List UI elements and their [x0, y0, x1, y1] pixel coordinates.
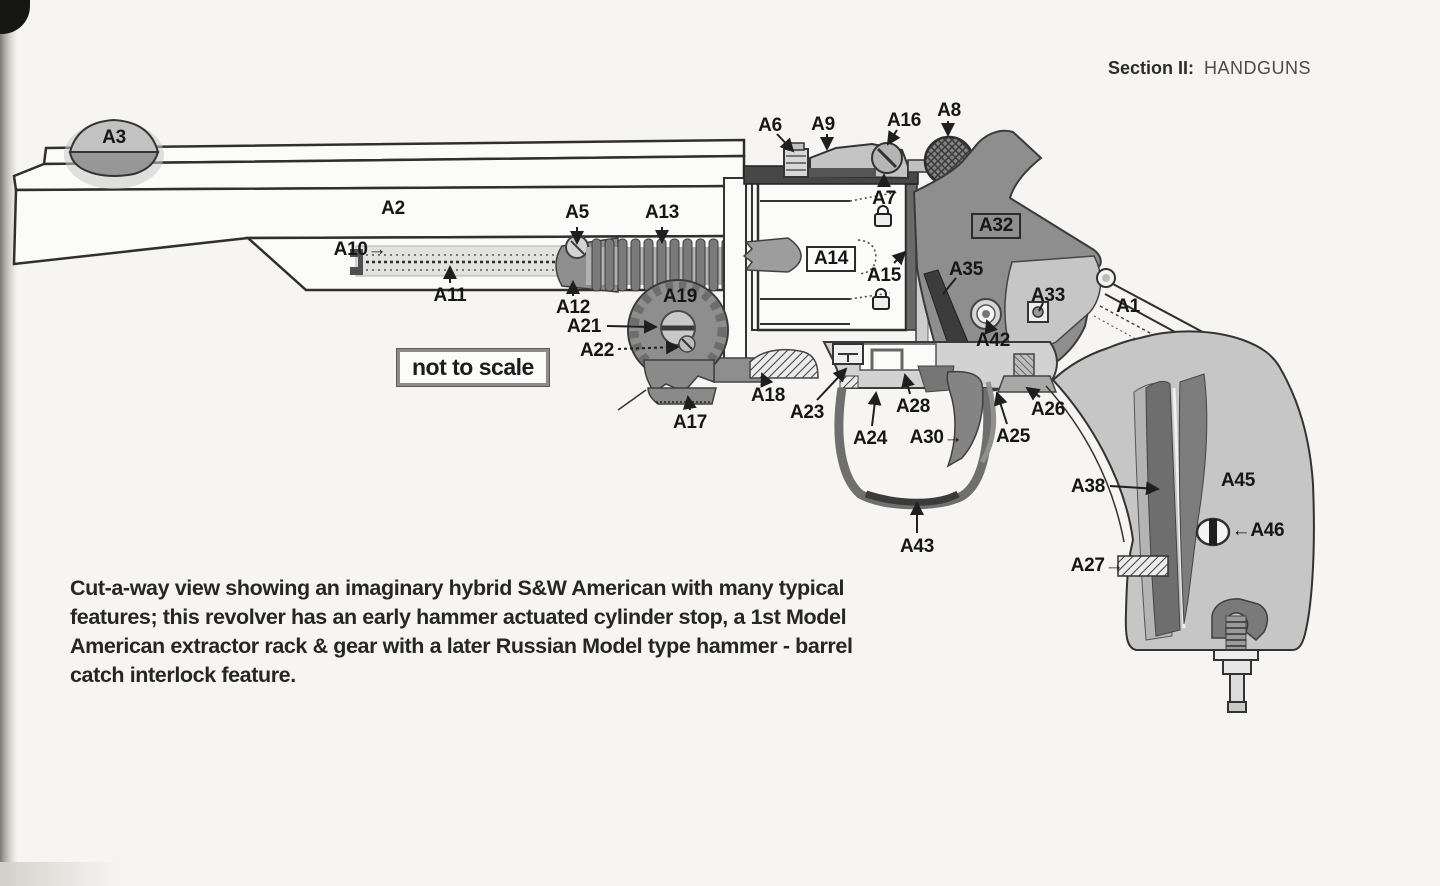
- part-label-a13: A13: [645, 202, 679, 223]
- caption-line: catch interlock feature.: [70, 663, 296, 687]
- cartridge: [744, 238, 801, 272]
- lanyard-swivel: [1214, 650, 1258, 712]
- part-label-a27: A27→: [1070, 555, 1124, 576]
- flat-spring: [750, 350, 818, 378]
- scale-note: not to scale: [397, 349, 549, 386]
- part-label-a46: ←A46: [1231, 520, 1285, 541]
- cylinder-stop: [618, 360, 716, 410]
- part-label-a12: A12: [556, 297, 590, 318]
- part-label-a43: A43: [900, 536, 934, 557]
- part-label-a10: A10→: [333, 239, 387, 260]
- part-label-a8: A8: [937, 100, 961, 121]
- part-label-a11: A11: [433, 285, 467, 306]
- part-label-a23: A23: [790, 402, 824, 423]
- part-label-a38: A38: [1071, 476, 1105, 497]
- stop-spring-coil: [1118, 556, 1168, 576]
- part-label-a22: A22: [580, 340, 614, 361]
- part-label-a26: A26: [1031, 399, 1065, 420]
- section-title: HANDGUNS: [1204, 58, 1312, 78]
- part-label-a18: A18: [751, 385, 785, 406]
- part-label-a7: A7: [872, 188, 896, 209]
- part-label-a30: A30→: [909, 427, 963, 448]
- part-label-a45: A45: [1221, 470, 1255, 491]
- part-label-a33: A33: [1031, 285, 1065, 306]
- trigger-spring-coil: [1014, 354, 1034, 376]
- part-label-a9: A9: [811, 114, 835, 135]
- caption-line: features; this revolver has an early hammer actuated cylinder stop, a 1st Model: [70, 605, 847, 629]
- part-label-a35: A35: [949, 259, 983, 280]
- figure-caption: [70, 574, 900, 690]
- section-label: Section II:: [1108, 58, 1195, 78]
- part-label-a25: A25: [996, 426, 1030, 447]
- part-label-a2: A2: [381, 198, 405, 219]
- part-label-a16: A16: [887, 110, 921, 131]
- barrel-catch: [784, 143, 908, 178]
- part-label-a6: A6: [758, 115, 782, 136]
- part-label-a28: A28: [896, 396, 930, 417]
- part-label-a1: A1: [1116, 296, 1140, 317]
- part-label-a15: A15: [867, 265, 901, 286]
- part-label-a24: A24: [853, 428, 887, 449]
- part-label-a14: A14: [806, 246, 856, 272]
- caption-line: American extractor rack & gear with a later Russian Model type hammer - barrel: [70, 634, 853, 658]
- part-label-a21: A21: [567, 316, 601, 337]
- part-label-a19: A19: [663, 286, 697, 307]
- part-label-a42: A42: [976, 330, 1010, 351]
- caption-line: Cut-a-way view showing an imaginary hybrid S&W American with many typical: [70, 576, 845, 600]
- part-label-a32: A32: [971, 213, 1021, 239]
- part-label-a3: A3: [102, 127, 126, 148]
- part-label-a17: A17: [673, 412, 707, 433]
- part-label-a5: A5: [565, 202, 589, 223]
